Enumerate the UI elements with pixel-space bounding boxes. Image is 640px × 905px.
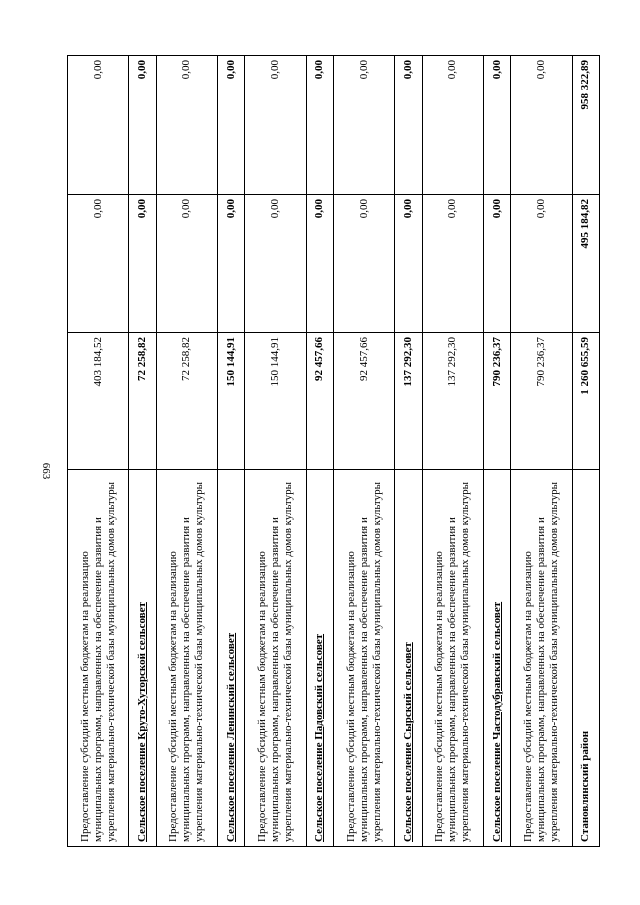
group-row [129, 56, 156, 847]
value-cell-v1: 137 292,30 [395, 333, 422, 470]
value-cell-v2: 0,00 [395, 195, 422, 333]
value-cell-v2: 0,00 [483, 195, 510, 333]
row-name-cell: Предоставление субсидий местным бюджетам на реализацию муниципальных программ, направленных на обеспечение развития и укрепления материально-технической базы муниципальных домов культуры [68, 470, 129, 847]
row-name-cell: Предоставление субсидий местным бюджетам на реализацию муниципальных программ, направленных на обеспечение развития и укрепления материально-технической базы муниципальных домов культуры [245, 470, 306, 847]
group-row [217, 56, 244, 847]
value-cell-v1: 72 258,82 [129, 333, 156, 470]
value-cell-v1: 137 292,30 [422, 333, 483, 470]
value-cell-v2: 0,00 [422, 195, 483, 333]
value-cell-v2: 0,00 [68, 195, 129, 333]
value-cell-v2: 0,00 [156, 195, 217, 333]
value-cell-v2: 0,00 [217, 195, 244, 333]
row-name-cell: Сельское поселение Сырский сельсовет [395, 470, 422, 847]
value-cell-v3: 0,00 [422, 56, 483, 195]
value-cell-v3: 0,00 [245, 56, 306, 195]
table-body [68, 56, 600, 847]
value-cell-v3: 0,00 [156, 56, 217, 195]
value-cell-v3: 0,00 [483, 56, 510, 195]
total-row [572, 56, 599, 847]
value-cell-v3: 0,00 [68, 56, 129, 195]
row-name-cell: Предоставление субсидий местным бюджетам на реализацию муниципальных программ, направленных на обеспечение развития и укрепления материально-технической базы муниципальных домов культуры [422, 470, 483, 847]
row-name-cell: Становлянский район [572, 470, 599, 847]
value-cell-v2: 0,00 [333, 195, 394, 333]
value-cell-v1: 790 236,37 [511, 333, 572, 470]
group-row [306, 56, 333, 847]
value-cell-v2: 495 184,82 [572, 195, 599, 333]
value-cell-v2: 0,00 [129, 195, 156, 333]
row-name-cell: Сельское поселение Частодубравский сельсовет [483, 470, 510, 847]
table-row [245, 56, 306, 847]
table-row [68, 56, 129, 847]
value-cell-v1: 403 184,52 [68, 333, 129, 470]
rotated-table-container [67, 56, 600, 847]
value-cell-v1: 92 457,66 [333, 333, 394, 470]
row-name-cell: Сельское поселение Ленинский сельсовет [217, 470, 244, 847]
group-row [395, 56, 422, 847]
value-cell-v3: 0,00 [333, 56, 394, 195]
value-cell-v3: 0,00 [306, 56, 333, 195]
value-cell-v1: 150 144,91 [217, 333, 244, 470]
value-cell-v1: 790 236,37 [483, 333, 510, 470]
value-cell-v3: 0,00 [511, 56, 572, 195]
row-name-cell: Предоставление субсидий местным бюджетам на реализацию муниципальных программ, направленных на обеспечение развития и укрепления материально-технической базы муниципальных домов культуры [156, 470, 217, 847]
value-cell-v3: 0,00 [129, 56, 156, 195]
row-name-cell: Предоставление субсидий местным бюджетам на реализацию муниципальных программ, направленных на обеспечение развития и укрепления материально-технической базы муниципальных домов культуры [511, 470, 572, 847]
document-table-area [67, 56, 600, 847]
value-cell-v1: 92 457,66 [306, 333, 333, 470]
value-cell-v3: 0,00 [217, 56, 244, 195]
table-row [156, 56, 217, 847]
value-cell-v2: 0,00 [511, 195, 572, 333]
value-cell-v2: 0,00 [245, 195, 306, 333]
value-cell-v1: 72 258,82 [156, 333, 217, 470]
value-cell-v2: 0,00 [306, 195, 333, 333]
table-row [422, 56, 483, 847]
row-name-cell: Сельское поселение Падовский сельсовет [306, 470, 333, 847]
table-row [511, 56, 572, 847]
value-cell-v3: 0,00 [395, 56, 422, 195]
row-name-cell: Предоставление субсидий местным бюджетам на реализацию муниципальных программ, направленных на обеспечение развития и укрепления материально-технической базы муниципальных домов культуры [333, 470, 394, 847]
table-row [333, 56, 394, 847]
row-name-cell: Сельское поселение Круто-Хуторской сельсовет [129, 470, 156, 847]
page-number: 663 [40, 462, 52, 480]
value-cell-v1: 1 260 655,59 [572, 333, 599, 470]
subsidy-table [67, 55, 600, 847]
value-cell-v1: 150 144,91 [245, 333, 306, 470]
group-row [483, 56, 510, 847]
value-cell-v3: 958 322,89 [572, 56, 599, 195]
